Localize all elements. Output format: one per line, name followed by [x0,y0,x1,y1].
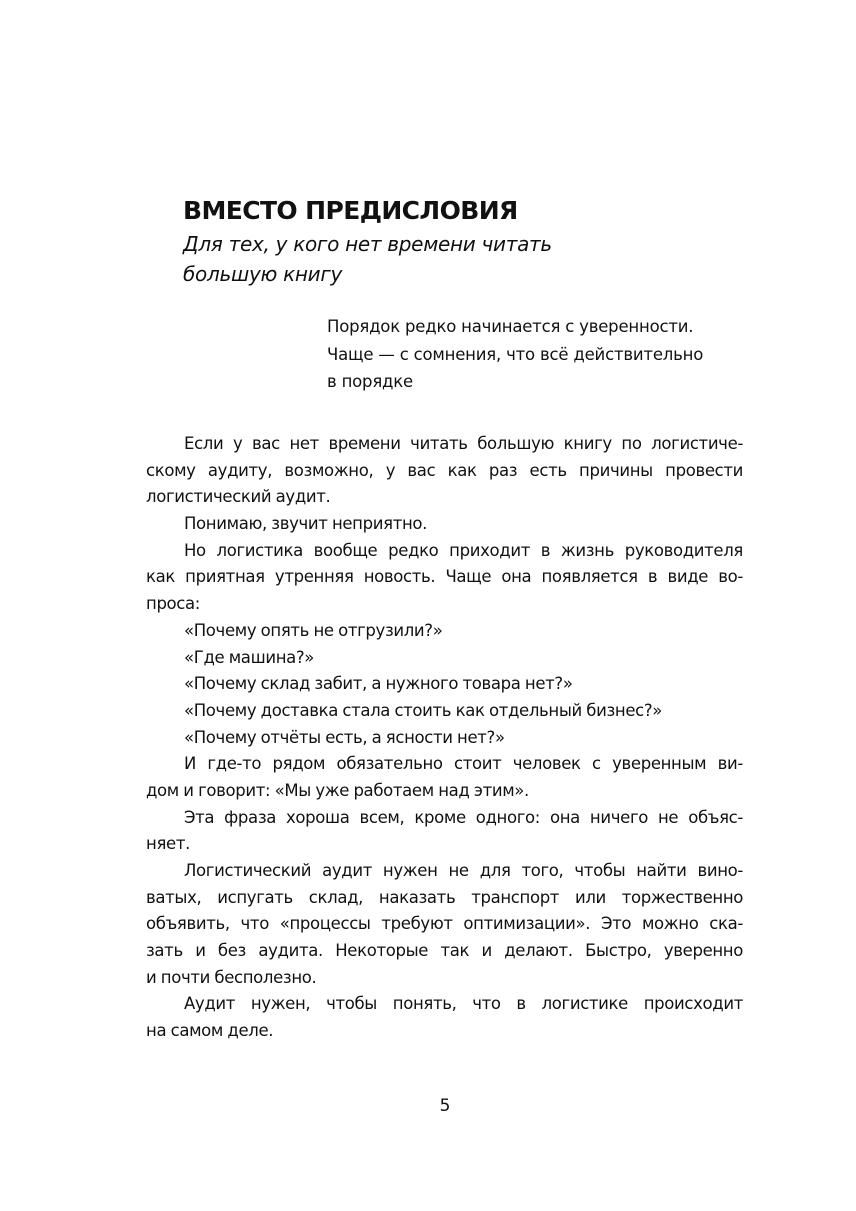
body-line: «Почему склад забит, а нужного товара нет?» [184,674,573,694]
body-line: на самом деле. [146,1021,274,1041]
body-line: «Почему опять не отгрузили?» [184,620,443,640]
epigraph [327,313,747,396]
body-line: логистический аудит. [146,487,331,507]
body-line: проса: [146,594,200,614]
body-line: Эта фраза хороша всем, кроме одного: она ничего не объяс- [184,807,743,827]
epigraph-line: Порядок редко начинается с уверенности. [327,317,694,336]
body-line: Но логистика вообще редко приходит в жизнь руководителя [184,540,743,560]
body-line: «Где машина?» [184,647,315,667]
body-line: как приятная утренняя новость. Чаще она появляется в виде во- [146,567,743,587]
body-line: Логистический аудит нужен не для того, чтобы найти вино- [184,861,743,880]
body-line: «Почему отчёты есть, а ясности нет?» [184,727,505,747]
body-line: И где-то рядом обязательно стоит человек с уверенным ви- [184,754,743,774]
body-line: и почти бесполезно. [146,967,317,987]
subtitle-line: Для тех, у кого нет времени читать [183,232,552,256]
body-line: Аудит нужен, чтобы понять, что в логистике происходит [184,994,743,1014]
epigraph-line: в порядке [327,372,413,391]
body-line: Понимаю, звучит неприятно. [184,514,428,534]
body-line: няет. [146,834,190,854]
body-line: объявить, что «процессы требуют оптимизации». Это можно ска- [146,914,743,934]
body-line: зать и без аудита. Некоторые так и делают. Быстро, уверенно [146,941,743,961]
chapter-subtitle [183,229,663,289]
page-number: 5 [439,1096,451,1116]
body-line: Если у вас нет времени читать большую книгу по логистиче- [184,434,743,453]
subtitle-line: большую книгу [183,262,343,286]
body-line: скому аудиту, возможно, у вас как раз есть причины провести [146,460,743,480]
epigraph-line: Чаще — с сомнения, что всё действительно [327,344,704,364]
body-text [146,431,743,1045]
body-line: дом и говорит: «Мы уже работаем над этим». [146,780,529,800]
body-line: «Почему доставка стала стоить как отдельный бизнес?» [184,700,663,720]
chapter-title: ВМЕСТО ПРЕДИСЛОВИЯ [183,196,518,225]
body-line: ватых, испугать склад, наказать транспорт или торжественно [146,887,743,907]
